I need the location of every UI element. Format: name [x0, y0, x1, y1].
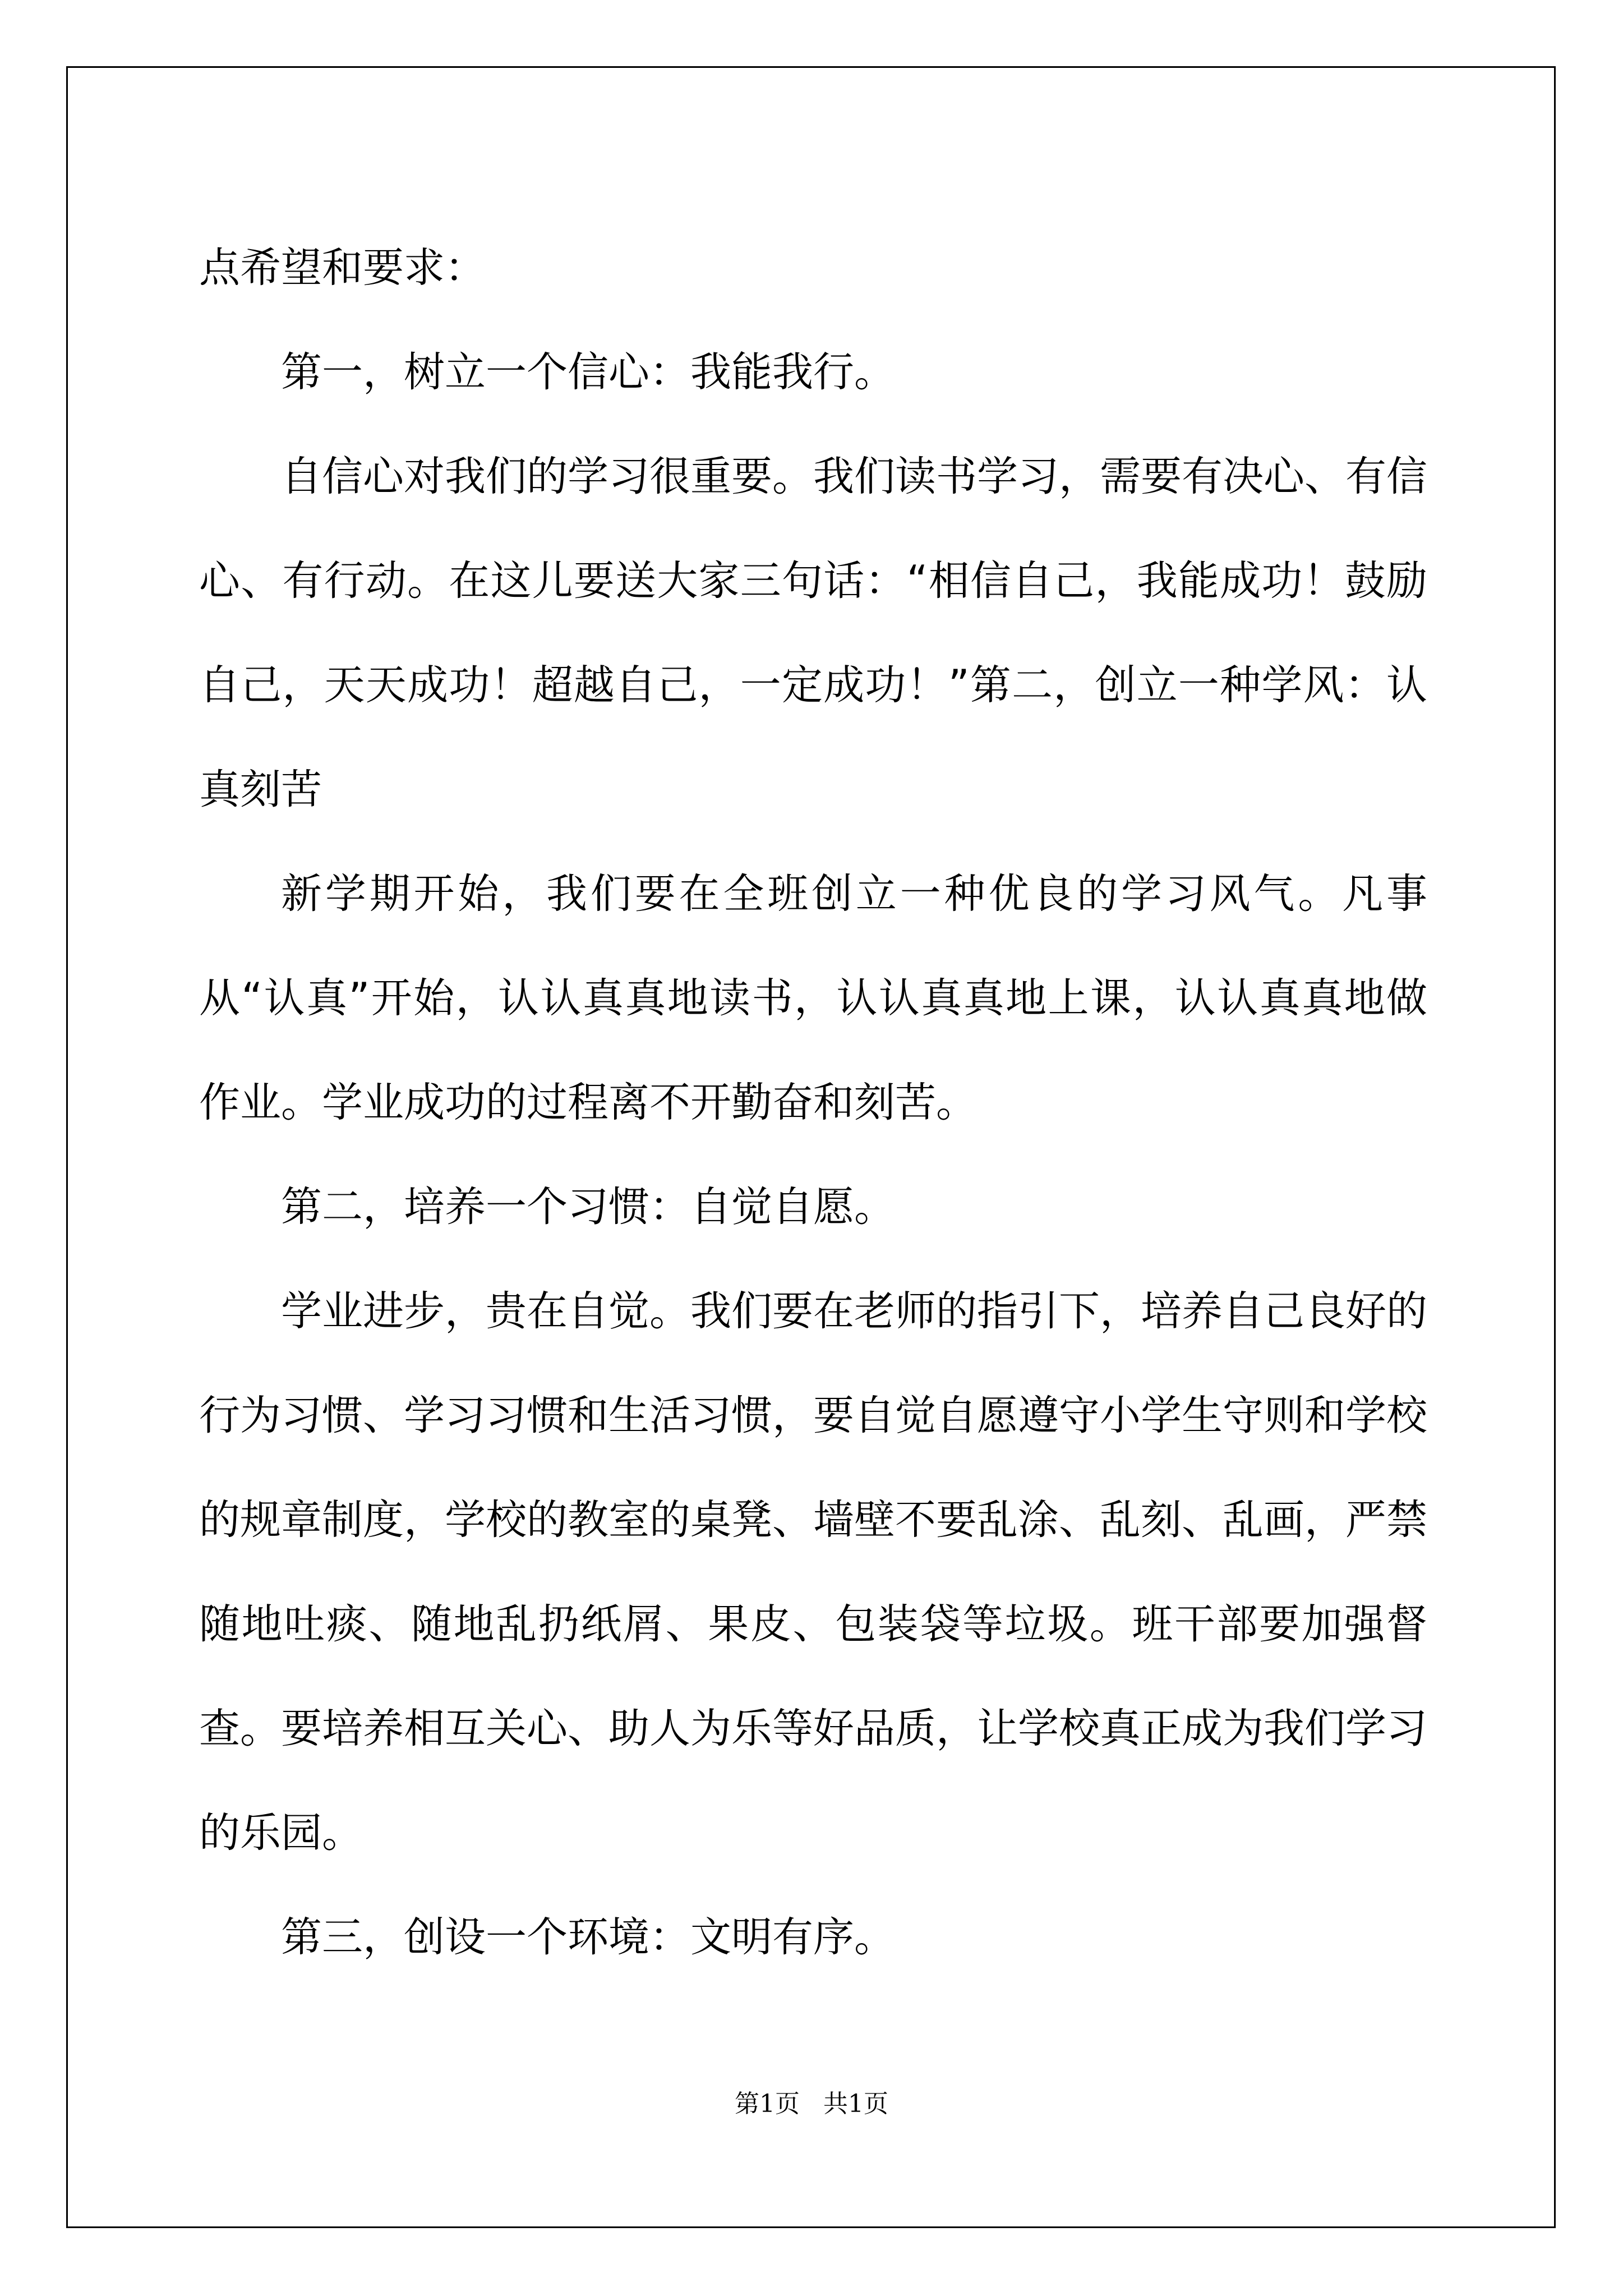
paragraph-5: 第二，培养一个习惯：自觉自愿。: [281, 1183, 895, 1231]
page-number-footer: 第1页 共1页: [735, 2090, 888, 2118]
document-body: [199, 216, 1427, 1990]
paragraph-7: 第三，创设一个环境：文明有序。: [281, 1913, 895, 1961]
paragraph-3: 自信心对我们的学习很重要。我们读书学习，需要有决心、有信心、有行动。在这儿要送大家三句话：“相信自己，我能成功！鼓励自己，天天成功！超越自己，一定成功！”第二，创立一种学风：认真刻苦: [199, 453, 1427, 813]
paragraph-6: 学业进步，贵在自觉。我们要在老师的指引下，培养自己良好的行为习惯、学习习惯和生活习惯，要自觉自愿遵守小学生守则和学校的规章制度，学校的教室的桌凳、墙壁不要乱涂、乱刻、乱画，严禁随地吐痰、随地乱扔纸屑、果皮、包装袋等垃圾。班干部要加强督查。要培养相互关心、助人为乐等好品质，让学校真正成为我们学习的乐园。: [199, 1287, 1427, 1857]
paragraph-1: 点希望和要求：: [199, 244, 486, 292]
paragraph-4: 新学期开始，我们要在全班创立一种优良的学习风气。凡事从“认真”开始，认认真真地读书，认认真真地上课，认认真真地做作业。学业成功的过程离不开勤奋和刻苦。: [199, 870, 1427, 1126]
paragraph-2: 第一，树立一个信心：我能我行。: [281, 348, 895, 396]
